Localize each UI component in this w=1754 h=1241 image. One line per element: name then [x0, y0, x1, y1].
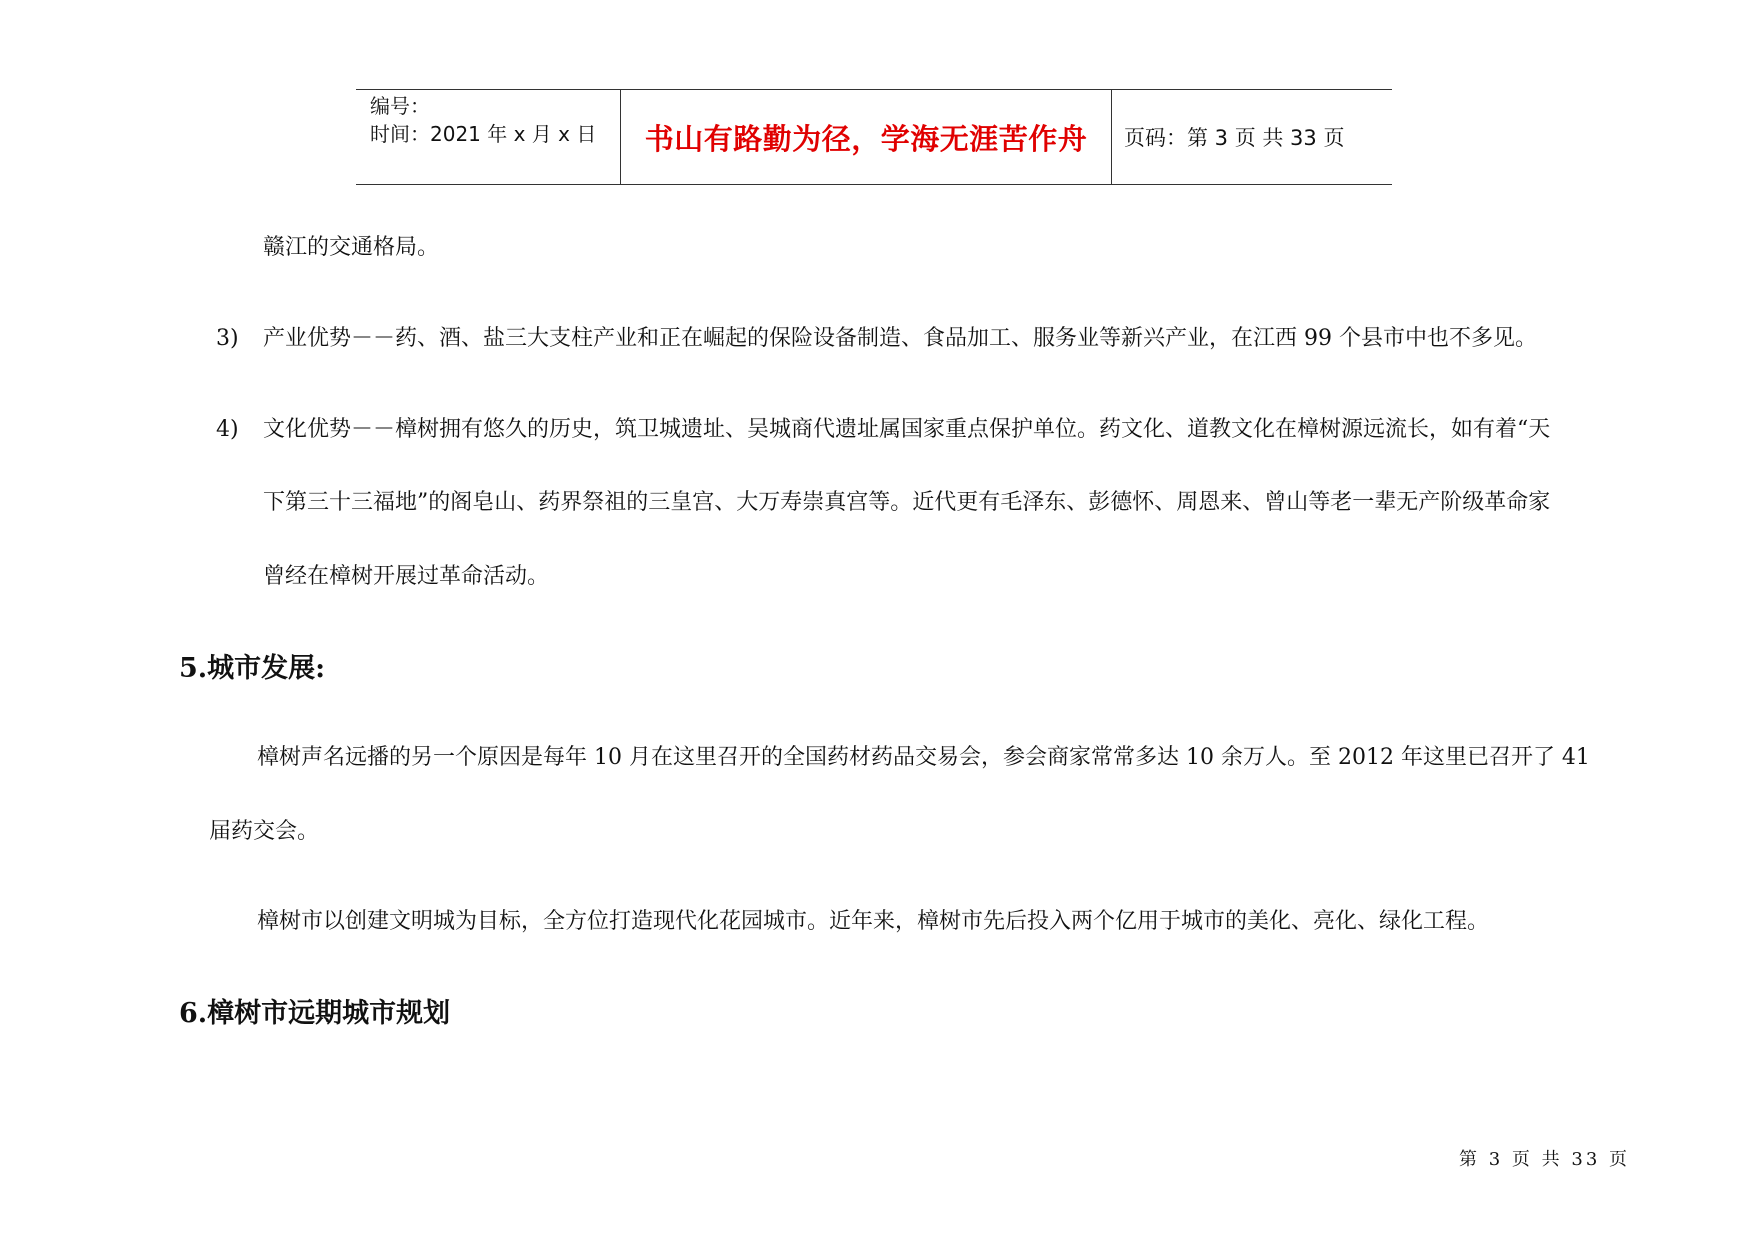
list-item-4-line-1: 文化优势－－樟树拥有悠久的历史，筑卫城遗址、吴城商代遗址属国家重点保护单位。药文化、道教文化在樟树源远流长，如有着“天	[263, 417, 1551, 442]
list-number-4: 4)	[216, 417, 239, 442]
page-header	[356, 89, 1392, 185]
header-meta	[356, 90, 620, 184]
header-time-label: 时间：2021 年 x 月 x 日	[370, 122, 597, 146]
section-5-paragraph-2: 樟树市以创建文明城为目标，全方位打造现代化花园城市。近年来，樟树市先后投入两个亿用于城市的美化、亮化、绿化工程。	[257, 909, 1490, 934]
list-item-4-line-3: 曾经在樟树开展过革命活动。	[263, 564, 550, 589]
section-5-paragraph-1-line-2: 届药交会。	[209, 819, 320, 844]
header-motto: 书山有路勤为径，学海无涯苦作舟	[620, 90, 1112, 184]
list-item-3-text: 产业优势－－药、酒、盐三大支柱产业和正在崛起的保险设备制造、食品加工、服务业等新兴产业，在江西 99 个县市中也不多见。	[263, 326, 1537, 351]
section-6-heading: 6.樟树市远期城市规划	[179, 998, 451, 1029]
header-number-label: 编号：	[370, 94, 430, 118]
section-5-heading: 5.城市发展:	[179, 653, 326, 684]
section-5-paragraph-1-line-1: 樟树声名远播的另一个原因是每年 10 月在这里召开的全国药材药品交易会，参会商家常常多达 10 余万人。至 2012 年这里已召开了 41	[257, 745, 1590, 770]
header-page-label: 页码：第 3 页 共 33 页	[1124, 126, 1345, 150]
list-number-3: 3)	[216, 326, 239, 351]
paragraph-continuation: 赣江的交通格局。	[263, 235, 440, 260]
list-item-4-line-2: 下第三十三福地”的阁皂山、药界祭祖的三皇宫、大万寿崇真宫等。近代更有毛泽东、彭德怀、周恩来、曾山等老一辈无产阶级革命家	[263, 490, 1551, 515]
page-footer: 第 3 页 共 33 页	[1459, 1149, 1630, 1170]
